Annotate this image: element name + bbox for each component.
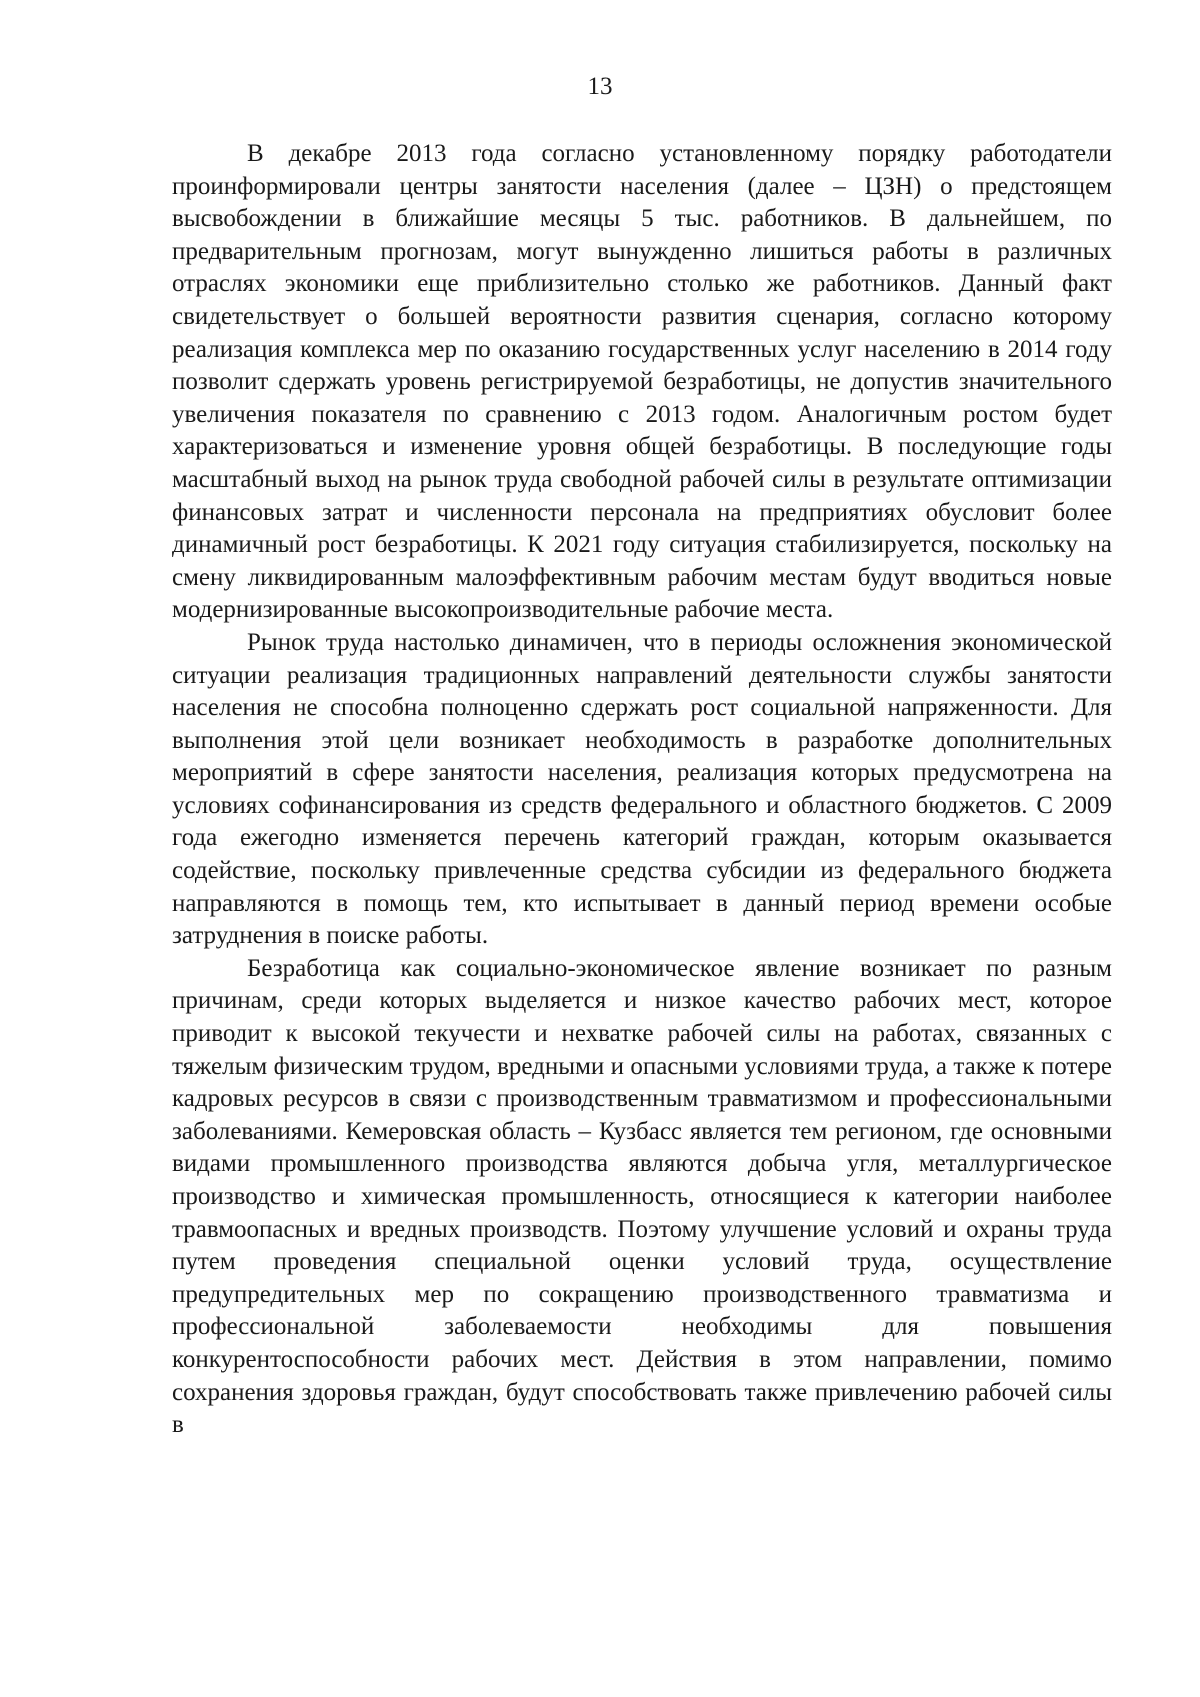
paragraph-unemployment-forecast: В декабре 2013 года согласно установленному порядку работодатели проинформировали центры занятости населения (далее – ЦЗН) о предстоящем высвобождении в ближайшие месяцы 5 тыс. работников. В дальнейшем, по предварительным прогнозам, могут вынужденно лишиться работы в различных отраслях экономики еще приблизительно столько же работников. Данный факт свидетельствует о большей вероятности развития сценария, согласно которому реализация комплекса мер по оказанию государственных услуг населению в 2014 году позволит сдержать уровень регистрируемой безработицы, не допустив значительного увеличения показателя по сравнению с 2013 годом. Аналогичным ростом будет характеризоваться и изменение уровня общей безработицы. В последующие годы масштабный выход на рынок труда свободной рабочей силы в результате оптимизации финансовых затрат и численности персонала на предприятиях обусловит более динамичный рост безработицы. К 2021 году ситуация стабилизируется, поскольку на смену ликвидированным малоэффективным рабочим местам будут вводиться новые модернизированные высокопроизводительные рабочие места. — [172, 140, 1112, 624]
document-body — [172, 138, 1112, 1442]
paragraph-labor-market: Рынок труда настолько динамичен, что в периоды осложнения экономической ситуации реализация традиционных направлений деятельности службы занятости населения не способна полноценно сдержать рост социальной напряженности. Для выполнения этой цели возникает необходимость в разработке дополнительных мероприятий в сфере занятости населения, реализация которых предусмотрена на условиях софинансирования из средств федерального и областного бюджетов. С 2009 года ежегодно изменяется перечень категорий граждан, которым оказывается содействие, поскольку привлеченные средства субсидии из федерального бюджета направляются в помощь тем, кто испытывает в данный период времени особые затруднения в поиске работы. — [172, 628, 1112, 950]
page-number: 13 — [587, 73, 613, 100]
paragraph-working-conditions: Безработица как социально-экономическое явление возникает по разным причинам, среди которых выделяется и низкое качество рабочих мест, которое приводит к высокой текучести и нехватке рабочей силы на работах, связанных с тяжелым физическим трудом, вредными и опасными условиями труда, а также к потере кадровых ресурсов в связи с производственным травматизмом и профессиональными заболеваниями. Кемеровская область – Кузбасс является тем регионом, где основными видами промышленного производства являются добыча угля, металлургическое производство и химическая промышленность, относящиеся к категории наиболее травмоопасных и вредных производств. Поэтому улучшение условий и охраны труда путем проведения специальной оценки условий труда, осуществление предупредительных мер по сокращению производственного травматизма и профессиональной заболеваемости необходимы для повышения конкурентоспособности рабочих мест. Действия в этом направлении, помимо сохранения здоровья граждан, будут способствовать также привлечению рабочей силы в — [172, 954, 1112, 1439]
